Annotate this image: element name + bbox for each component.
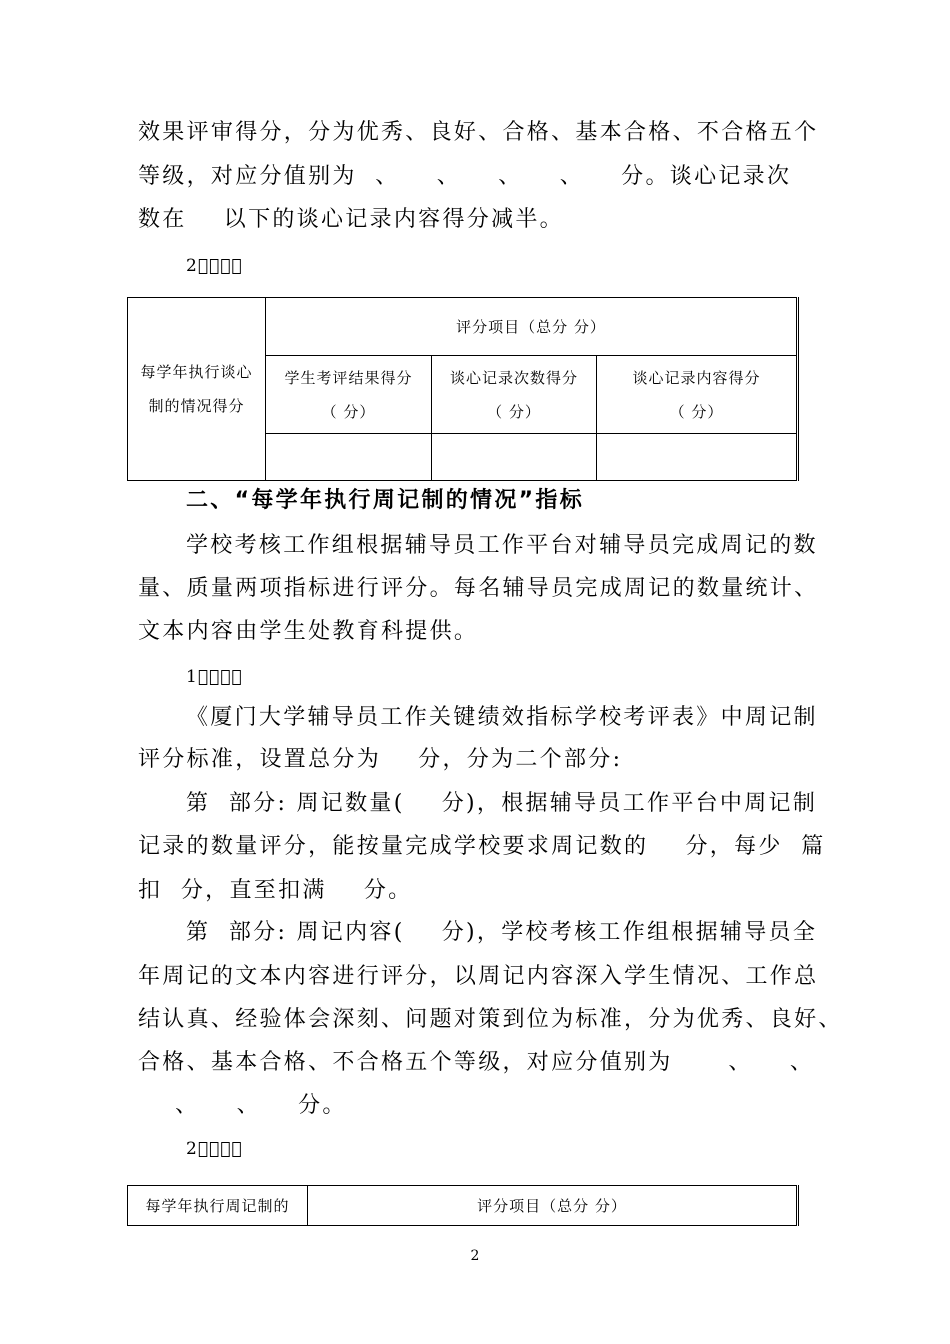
- empty-score-cell: [597, 434, 798, 481]
- row-header-cell: [128, 298, 266, 481]
- row-header-line: 每学年执行谈心: [140, 363, 253, 381]
- text-line: 合格、基本合格、不合格五个等级，对应分值别为 、 、: [138, 1050, 815, 1075]
- column-header-talk-content: [597, 356, 798, 434]
- text-line: 扣 分，直至扣满 分。: [138, 878, 413, 903]
- subsection-label: 2􀀀􀀀􀀀􀀀: [186, 256, 243, 276]
- section-heading: 二、“每学年执行周记制的情况”指标: [186, 488, 585, 513]
- subsection-label: 1􀀀􀀀􀀀􀀀: [186, 667, 243, 687]
- text-line: 评分标准，设置总分为 分，分为二个部分:: [138, 747, 623, 772]
- text-line: 第 部分: 周记内容( 分)，学校考核工作组根据辅导员全: [186, 920, 818, 945]
- text-line: 记录的数量评分，能按量完成学校要求周记数的 分，每少 篇: [138, 834, 826, 859]
- text-line: 等级，对应分值别为 、 、 、 、 分。谈心记录次: [138, 164, 792, 189]
- row-header-line: 制的情况得分: [148, 397, 245, 415]
- subsection-label: 2􀀀􀀀􀀀􀀀: [186, 1139, 243, 1159]
- scoring-table-weekly: [127, 1185, 799, 1226]
- column-header-line: （ 分）: [487, 402, 541, 421]
- empty-score-cell: [266, 434, 432, 481]
- empty-score-cell: [432, 434, 597, 481]
- page-number: 2: [470, 1248, 480, 1264]
- text-line: 文本内容由学生处教育科提供。: [138, 619, 479, 644]
- text-line: 量、质量两项指标进行评分。每名辅导员完成周记的数量统计、: [138, 576, 819, 601]
- text-line: 结认真、经验体会深刻、问题对策到位为标准，分为优秀、良好、: [138, 1007, 843, 1032]
- text-line: 第 部分: 周记数量( 分)，根据辅导员工作平台中周记制: [186, 791, 818, 816]
- column-header-line: 学生考评结果得分: [284, 368, 413, 387]
- text-line: 学校考核工作组根据辅导员工作平台对辅导员完成周记的数: [186, 533, 818, 558]
- text-line: 《厦门大学辅导员工作关键绩效指标学校考评表》中周记制: [186, 705, 818, 730]
- column-header-talk-count: [432, 356, 597, 434]
- group-header-cell: 评分项目（总分 分）: [266, 298, 798, 356]
- scoring-table-talks: [127, 297, 799, 481]
- row-header-cell: 每学年执行周记制的: [128, 1186, 308, 1226]
- text-line: 、 、 分。: [138, 1093, 347, 1118]
- text-line: 效果评审得分，分为优秀、良好、合格、基本合格、不合格五个: [138, 120, 819, 145]
- column-header-line: 谈心记录内容得分: [632, 368, 761, 387]
- column-header-student-eval: [266, 356, 432, 434]
- column-header-line: （ 分）: [321, 402, 376, 421]
- text-line: 年周记的文本内容进行评分，以周记内容深入学生情况、工作总: [138, 964, 819, 989]
- column-header-line: 谈心记录次数得分: [449, 368, 578, 387]
- text-line: 数在 以下的谈心记录内容得分减半。: [138, 207, 564, 232]
- column-header-line: （ 分）: [669, 402, 724, 421]
- group-header-cell: 评分项目（总分 分）: [308, 1186, 798, 1226]
